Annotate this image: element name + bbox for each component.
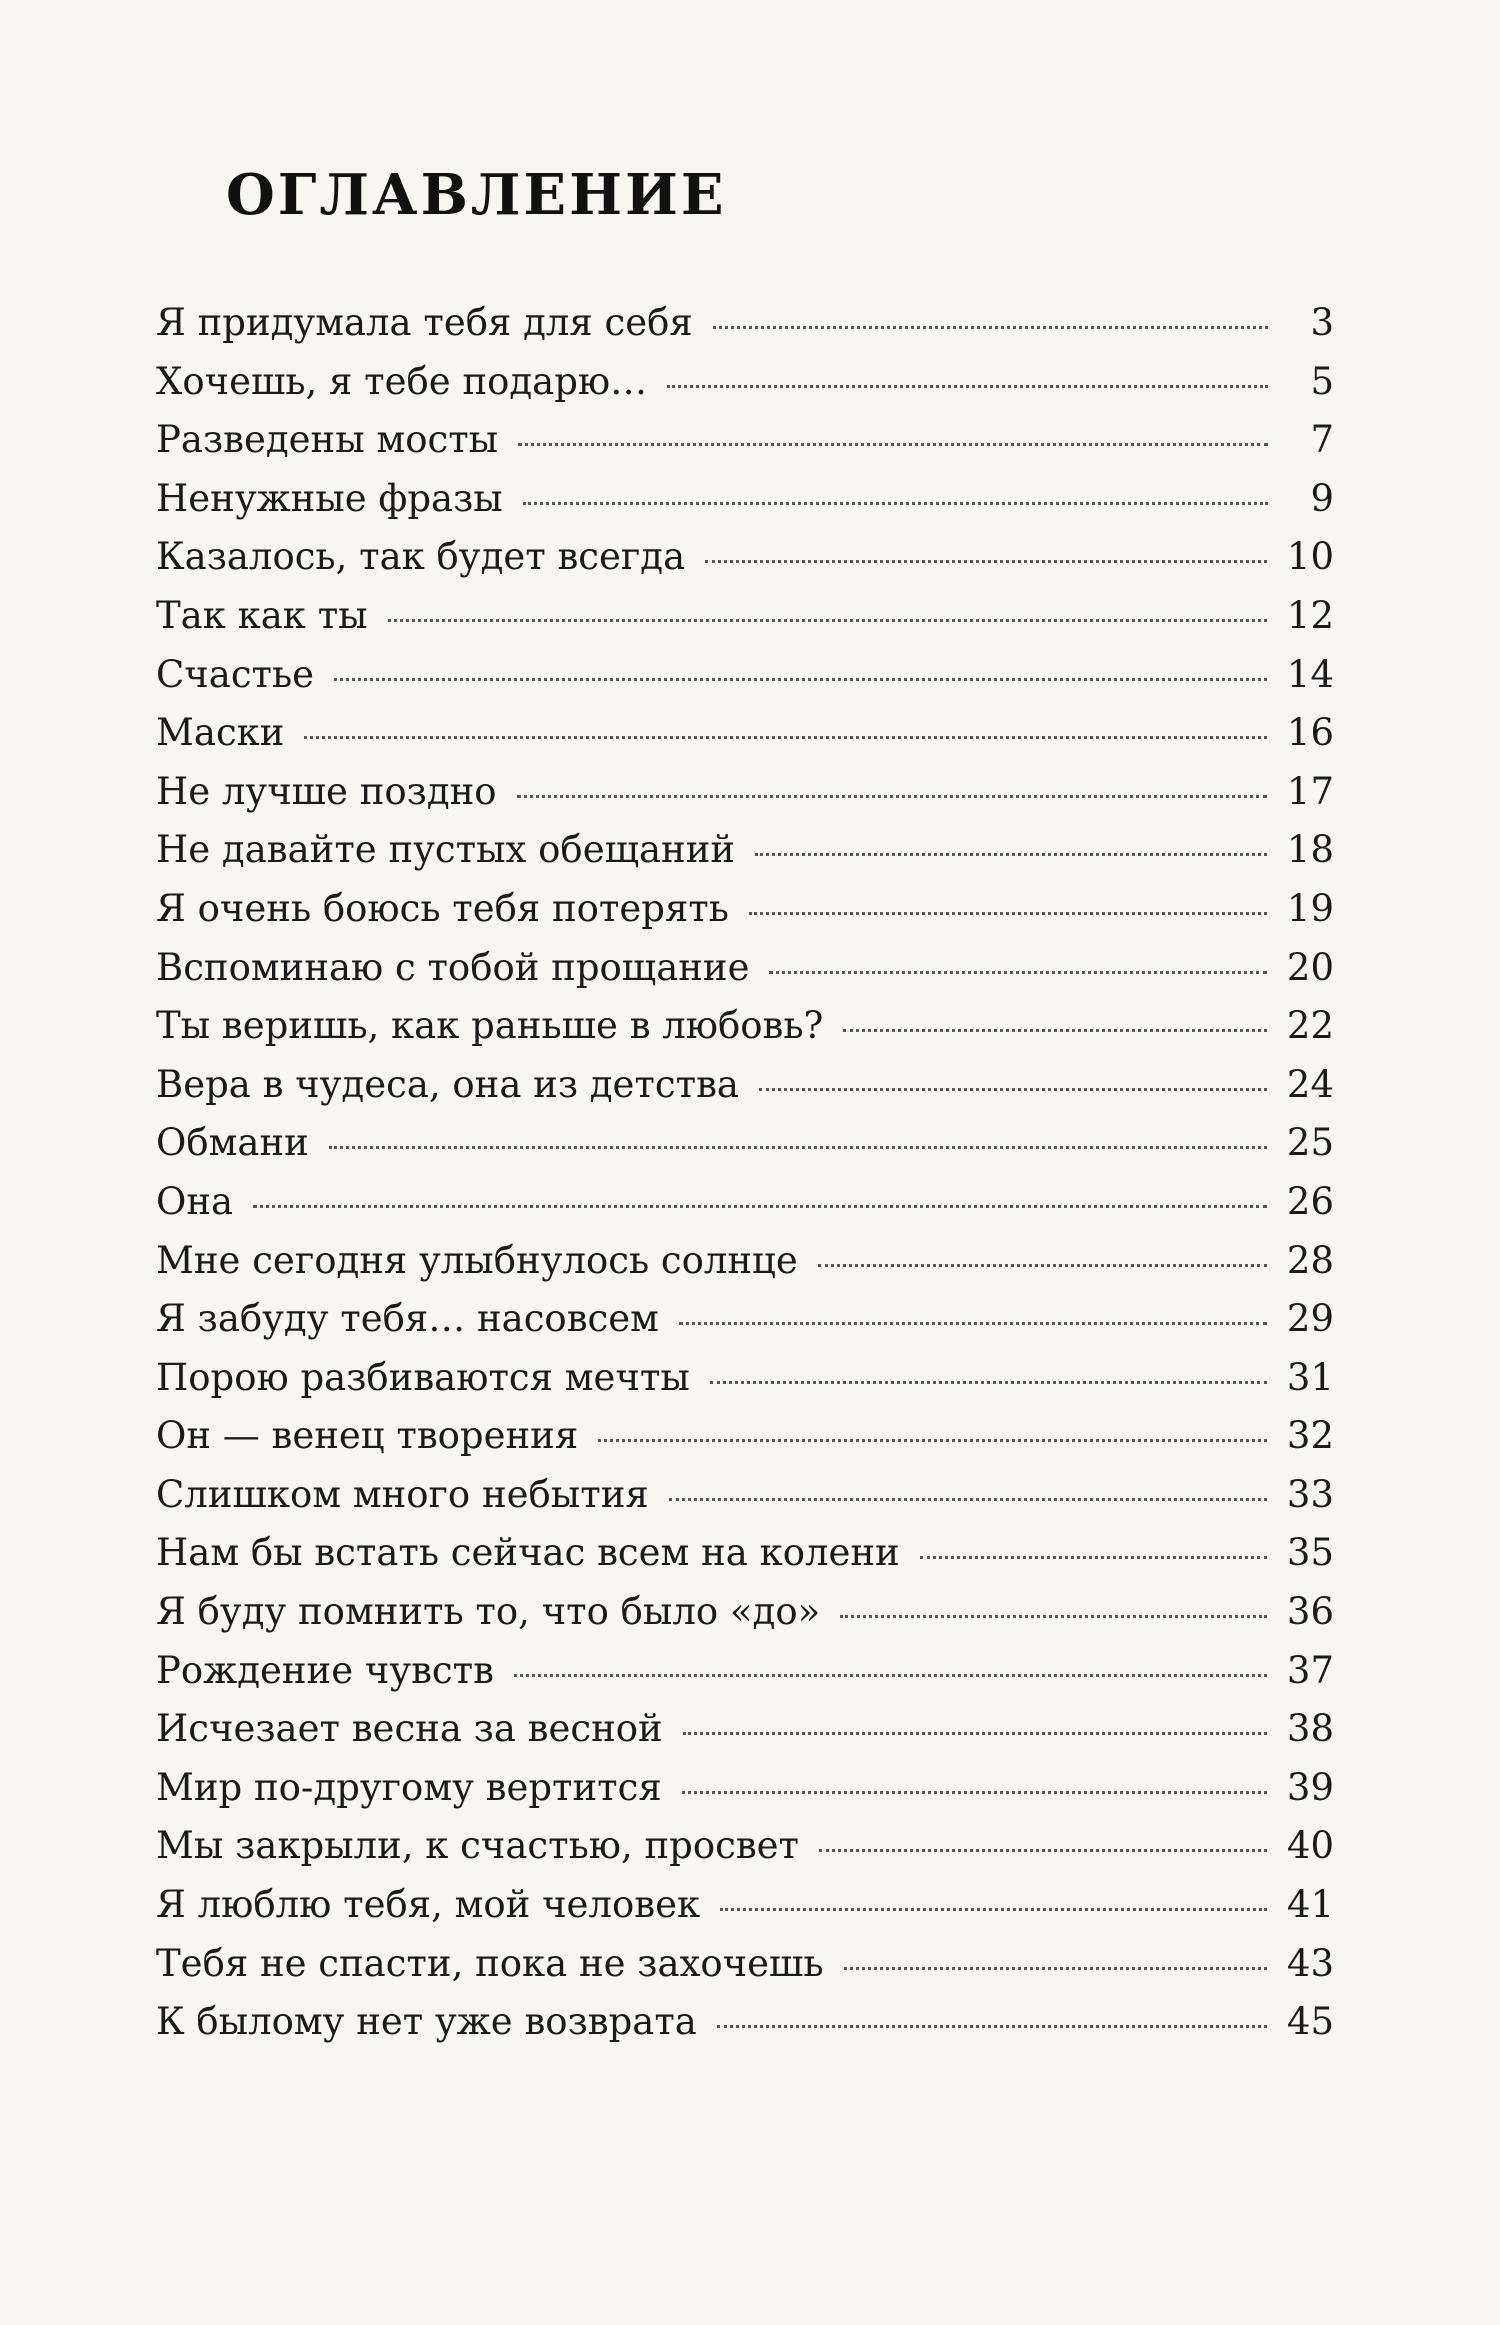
toc-entry-title: К былому нет уже возврата xyxy=(156,2000,697,2044)
dot-leader xyxy=(819,1849,1267,1852)
toc-entry-title: Маски xyxy=(156,711,285,755)
dot-leader xyxy=(749,912,1267,915)
dot-leader xyxy=(517,795,1267,798)
toc-entry-title: Счастье xyxy=(156,652,315,696)
toc-entry-page: 7 xyxy=(1310,418,1334,462)
dot-leader xyxy=(717,2025,1267,2028)
toc-entry-page: 25 xyxy=(1286,1121,1334,1165)
toc-entry-title: Разведены мосты xyxy=(156,418,499,462)
page-title: ОГЛАВЛЕНИЕ xyxy=(226,162,727,228)
dot-leader xyxy=(334,678,1267,681)
dot-leader xyxy=(669,1498,1267,1501)
toc-entry-title: Так как ты xyxy=(156,593,368,637)
toc-entry-page: 29 xyxy=(1286,1297,1334,1341)
dot-leader xyxy=(304,736,1266,739)
toc-entry-page: 45 xyxy=(1286,2000,1334,2044)
toc-entry-title: Я забуду тебя… насовсем xyxy=(156,1297,659,1341)
toc-entry xyxy=(156,1700,1334,1759)
toc-entry-title: Мне сегодня улыбнулось солнце xyxy=(156,1238,798,1282)
toc-entry xyxy=(156,1407,1334,1466)
dot-leader xyxy=(920,1556,1267,1559)
table-of-contents xyxy=(156,294,1334,2052)
toc-entry xyxy=(156,353,1334,412)
dot-leader xyxy=(755,853,1267,856)
toc-entry-title: Ненужные фразы xyxy=(156,476,503,520)
toc-entry xyxy=(156,880,1334,939)
toc-entry-page: 35 xyxy=(1286,1531,1334,1575)
toc-entry xyxy=(156,1349,1334,1408)
toc-entry xyxy=(156,1466,1334,1525)
toc-entry-page: 28 xyxy=(1286,1238,1334,1282)
dot-leader xyxy=(518,443,1268,446)
dot-leader xyxy=(598,1439,1267,1442)
dot-leader xyxy=(705,560,1267,563)
toc-entry-page: 20 xyxy=(1286,945,1334,989)
toc-entry-title: Мы закрыли, к счастью, просвет xyxy=(156,1824,800,1868)
toc-entry-title: Она xyxy=(156,1179,234,1223)
toc-entry xyxy=(156,1935,1334,1994)
dot-leader xyxy=(523,502,1268,505)
dot-leader xyxy=(683,1732,1267,1735)
toc-entry-page: 19 xyxy=(1286,886,1334,930)
toc-entry xyxy=(156,1114,1334,1173)
toc-entry-title: Нам бы встать сейчас всем на колени xyxy=(156,1531,900,1575)
toc-entry xyxy=(156,1056,1334,1115)
dot-leader xyxy=(710,1381,1267,1384)
toc-entry xyxy=(156,587,1334,646)
toc-entry xyxy=(156,646,1334,705)
dot-leader xyxy=(818,1264,1267,1267)
toc-entry xyxy=(156,939,1334,998)
toc-entry xyxy=(156,1583,1334,1642)
toc-entry-title: Вспоминаю с тобой прощание xyxy=(156,945,750,989)
dot-leader xyxy=(388,619,1267,622)
toc-entry-page: 37 xyxy=(1286,1648,1334,1692)
toc-entry-page: 10 xyxy=(1286,535,1334,579)
toc-entry-page: 33 xyxy=(1286,1472,1334,1516)
toc-entry-page: 12 xyxy=(1286,593,1334,637)
toc-entry-title: Я люблю тебя, мой человек xyxy=(156,1883,701,1927)
toc-entry-title: Слишком много небытия xyxy=(156,1472,649,1516)
toc-entry-page: 22 xyxy=(1286,1004,1334,1048)
toc-entry xyxy=(156,1876,1334,1935)
toc-entry-title: Он — венец творения xyxy=(156,1414,579,1458)
toc-entry xyxy=(156,528,1334,587)
dot-leader xyxy=(329,1146,1267,1149)
dot-leader xyxy=(667,385,1268,388)
toc-entry-page: 43 xyxy=(1286,1941,1334,1985)
toc-entry-title: Рождение чувств xyxy=(156,1648,494,1692)
dot-leader xyxy=(679,1322,1267,1325)
toc-entry-title: Я очень боюсь тебя потерять xyxy=(156,886,729,930)
toc-entry-page: 14 xyxy=(1286,652,1334,696)
toc-entry-title: Я придумала тебя для себя xyxy=(156,301,693,344)
toc-entry-title: Ты веришь, как раньше в любовь? xyxy=(156,1004,824,1048)
toc-entry-title: Не лучше поздно xyxy=(156,769,497,813)
toc-entry-page: 41 xyxy=(1286,1883,1334,1927)
toc-entry-page: 32 xyxy=(1286,1414,1334,1458)
toc-entry xyxy=(156,1232,1334,1291)
toc-entry-title: Хочешь, я тебе подарю… xyxy=(156,359,648,403)
toc-entry xyxy=(156,1642,1334,1701)
toc-entry xyxy=(156,704,1334,763)
toc-entry-page: 5 xyxy=(1310,359,1334,403)
toc-entry-page: 39 xyxy=(1286,1765,1334,1809)
toc-entry xyxy=(156,763,1334,822)
toc-entry-title: Не давайте пустых обещаний xyxy=(156,828,736,872)
dot-leader xyxy=(843,1029,1267,1032)
toc-entry-title: Я буду помнить то, что было «до» xyxy=(156,1590,821,1634)
toc-entry-title: Мир по-другому вертится xyxy=(156,1765,662,1809)
dot-leader xyxy=(844,1967,1267,1970)
toc-entry xyxy=(156,1290,1334,1349)
dot-leader xyxy=(682,1791,1267,1794)
toc-entry-page: 17 xyxy=(1286,769,1334,813)
toc-entry-page: 24 xyxy=(1286,1062,1334,1106)
dot-leader xyxy=(253,1205,1267,1208)
toc-entry-page: 26 xyxy=(1286,1179,1334,1223)
toc-entry xyxy=(156,470,1334,529)
toc-entry xyxy=(156,821,1334,880)
toc-entry-page: 31 xyxy=(1286,1355,1334,1399)
toc-entry-page: 36 xyxy=(1286,1590,1334,1634)
dot-leader xyxy=(720,1908,1267,1911)
toc-entry xyxy=(156,1524,1334,1583)
toc-entry-title: Обмани xyxy=(156,1121,309,1165)
dot-leader xyxy=(713,326,1268,329)
toc-entry-page: 3 xyxy=(1310,301,1334,344)
toc-entry-title: Вера в чудеса, она из детства xyxy=(156,1062,739,1106)
toc-entry xyxy=(156,1817,1334,1876)
dot-leader xyxy=(514,1674,1267,1677)
dot-leader xyxy=(759,1088,1267,1091)
toc-entry-page: 40 xyxy=(1286,1824,1334,1868)
toc-entry xyxy=(156,411,1334,470)
toc-entry-page: 18 xyxy=(1286,828,1334,872)
toc-entry xyxy=(156,1993,1334,2052)
toc-entry xyxy=(156,997,1334,1056)
toc-entry-page: 16 xyxy=(1286,711,1334,755)
dot-leader xyxy=(769,971,1266,974)
toc-entry-page: 9 xyxy=(1310,476,1334,520)
dot-leader xyxy=(840,1615,1267,1618)
toc-entry xyxy=(156,1759,1334,1818)
toc-entry-page: 38 xyxy=(1286,1707,1334,1751)
toc-entry xyxy=(156,1173,1334,1232)
toc-entry-title: Казалось, так будет всегда xyxy=(156,535,686,579)
toc-entry-title: Порою разбиваются мечты xyxy=(156,1355,690,1399)
toc-entry-title: Тебя не спасти, пока не захочешь xyxy=(156,1941,824,1985)
toc-entry-title: Исчезает весна за весной xyxy=(156,1707,663,1751)
toc-entry xyxy=(156,294,1334,353)
